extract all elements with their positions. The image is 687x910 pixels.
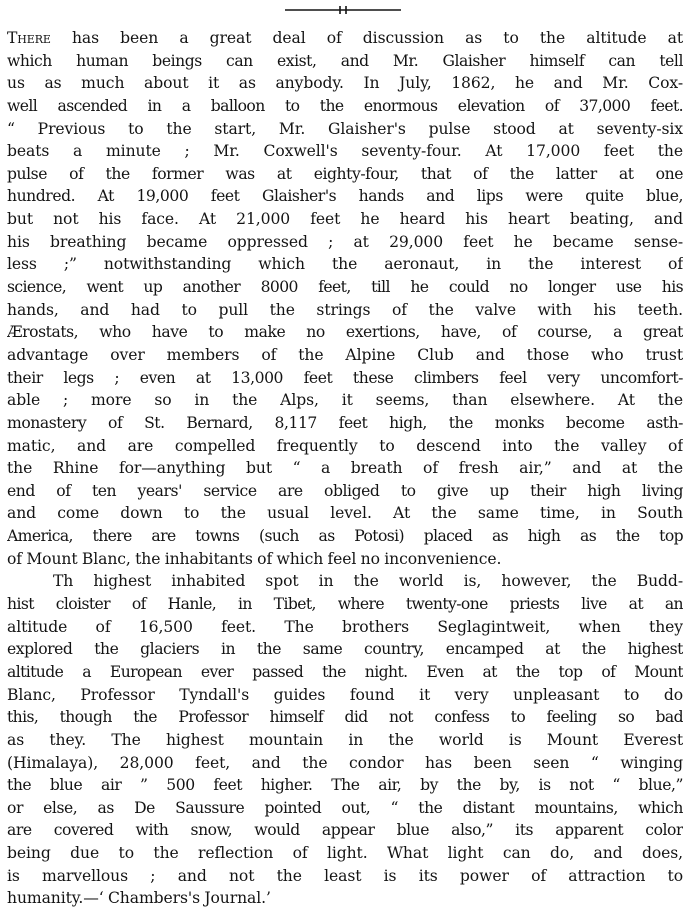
- text-line: humanity.—‘ Chambers's Journal.’: [7, 889, 271, 908]
- text-line: [7, 27, 683, 50]
- text-line: hundred. At 19,000 feet Glaisher's hands and lips were quite blue,: [7, 187, 683, 206]
- article-body: [7, 27, 683, 910]
- text-line: able ; more so in the Alps, it seems, than elsewhere. At the: [7, 391, 683, 410]
- text-line: less ;” notwithstanding which the aeronaut, in the interest of: [7, 255, 683, 274]
- text-line: this, though the Professor himself did not confess to feeling so bad: [7, 708, 683, 727]
- text-line: pulse of the former was at eighty-four, that of the latter at one: [7, 164, 683, 183]
- text-line: “ Previous to the start, Mr. Glaisher's pulse stood at seventy-six: [7, 119, 683, 138]
- text-line: Th highest inhabited spot in the world is, however, the Budd-: [53, 572, 683, 591]
- text-line: us as much about it as anybody. In July, 1862, he and Mr. Cox-: [7, 74, 683, 93]
- text-line: and come down to the usual level. At the same time, in South: [7, 504, 683, 523]
- text-line: is marvellous ; and not the least is its power of attraction to: [7, 866, 683, 885]
- text-line: well ascended in a balloon to the enormous elevation of 37,000 feet.: [7, 96, 683, 115]
- text-line: of Mount Blanc, the inhabitants of which feel no inconvenience.: [7, 549, 502, 568]
- text-line: end of ten years' service are obliged to give up their high living: [7, 481, 683, 500]
- text-line: science, went up another 8000 feet, till he could no longer use his: [7, 278, 683, 297]
- text-line: being due to the reflection of light. What light can do, and does,: [7, 844, 683, 863]
- paragraph-2: [7, 570, 683, 910]
- text-line: America, there are towns (such as Potosi) placed as high as the top: [7, 527, 683, 546]
- text-line: the Rhine for—anything but “ a breath of fresh air,” and at the: [7, 459, 683, 478]
- text-line: (Himalaya), 28,000 feet, and the condor has been seen “ winging: [7, 753, 683, 772]
- text-line: matic, and are compelled frequently to descend into the valley of: [7, 436, 683, 455]
- text-line: which human beings can exist, and Mr. Glaisher himself can tell: [7, 51, 683, 70]
- line-text: has been a great deal of discussion as to the altitude at: [50, 29, 683, 47]
- text-line: beats a minute ; Mr. Coxwell's seventy-four. At 17,000 feet the: [7, 142, 683, 161]
- text-line: Ærostats, who have to make no exertions, have, of course, a great: [7, 323, 683, 342]
- text-line: advantage over members of the Alpine Club and those who trust: [7, 345, 683, 364]
- text-line: hist cloister of Hanle, in Tibet, where twenty-one priests live at an: [7, 595, 683, 614]
- text-line: his breathing became oppressed ; at 29,000 feet he became sense-: [7, 232, 683, 251]
- text-line: explored the glaciers in the same country, encamped at the highest: [7, 640, 683, 659]
- paragraph-1: [7, 27, 683, 570]
- text-line: monastery of St. Bernard, 8,117 feet high, the monks become asth-: [7, 413, 683, 432]
- text-line: but not his face. At 21,000 feet he heard his heart beating, and: [7, 210, 683, 229]
- text-line: as they. The highest mountain in the world is Mount Everest: [7, 730, 683, 749]
- ornamental-rule: [285, 5, 401, 15]
- lead-word: There: [7, 29, 51, 47]
- text-line: altitude of 16,500 feet. The brothers Seglagintweit, when they: [7, 617, 683, 636]
- text-line: hands, and had to pull the strings of the valve with his teeth.: [7, 300, 683, 319]
- text-line: or else, as De Saussure pointed out, “ the distant mountains, which: [7, 798, 683, 817]
- text-line: Blanc, Professor Tyndall's guides found it very unpleasant to do: [7, 685, 683, 704]
- text-line: the blue air ” 500 feet higher. The air, by the by, is not “ blue,”: [7, 776, 683, 795]
- text-line: altitude a European ever passed the night. Even at the top of Mount: [7, 662, 683, 681]
- text-line: their legs ; even at 13,000 feet these climbers feel very uncomfort-: [7, 368, 683, 387]
- text-line: are covered with snow, would appear blue also,” its apparent color: [7, 821, 683, 840]
